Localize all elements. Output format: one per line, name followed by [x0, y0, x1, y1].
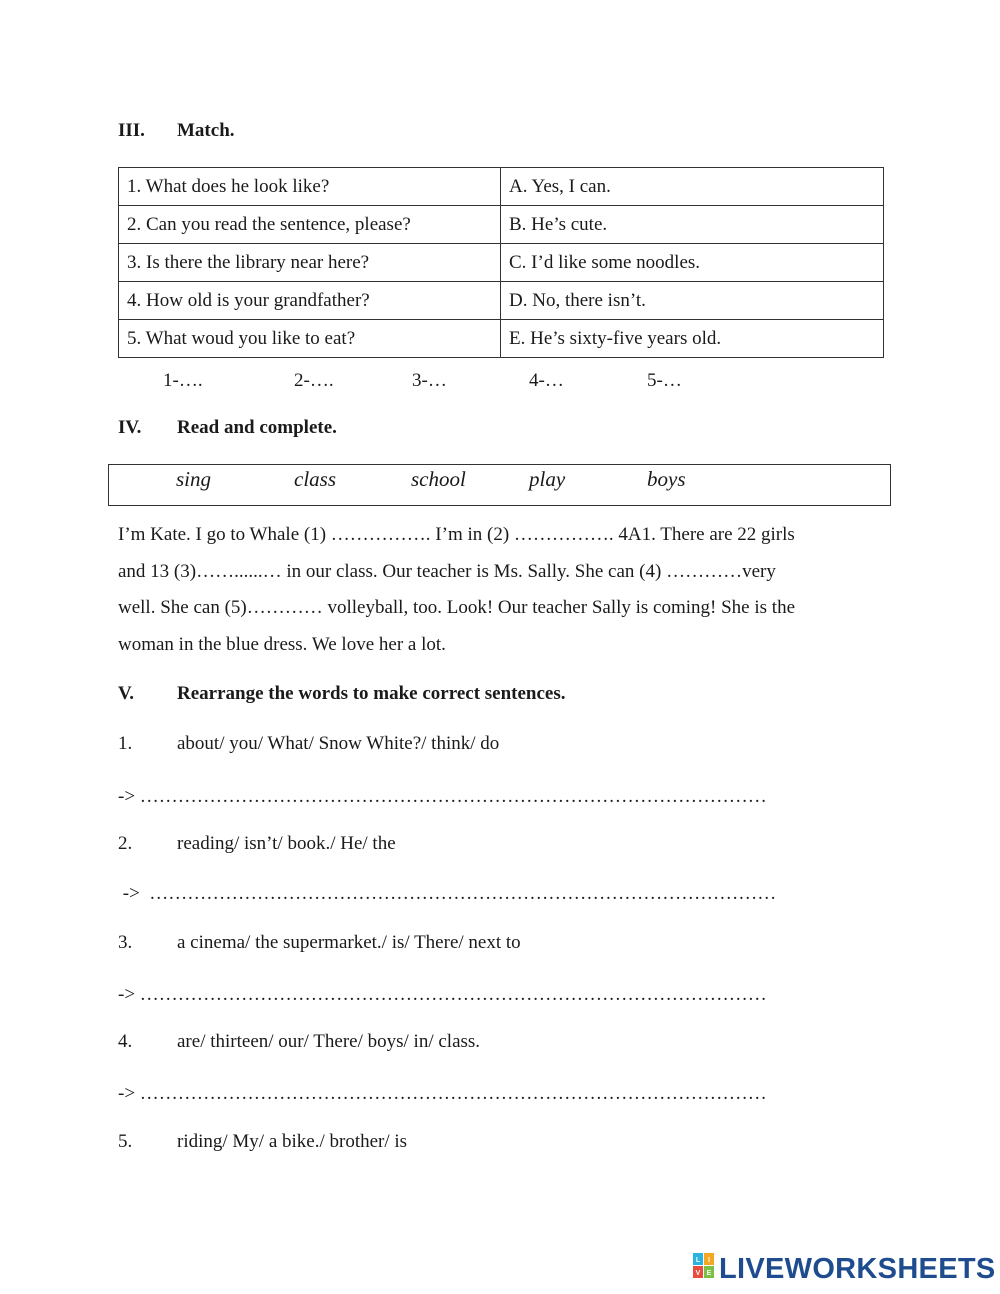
item-number: 4.	[118, 1031, 133, 1052]
item-number: 1.	[118, 733, 133, 754]
scrambled-words: reading/ isn’t/ book./ He/ the	[177, 833, 396, 854]
answer-line[interactable]: -> ………………………………………………………………………………………	[118, 883, 777, 904]
answer-cell: A. Yes, I can.	[501, 168, 884, 206]
paragraph-line: well. She can (5)………… volleyball, too. Look! Our teacher Sally is coming! She is the	[118, 597, 795, 618]
match-blank-3[interactable]: 3-…	[412, 370, 447, 391]
answer-cell: C. I’d like some noodles.	[501, 244, 884, 282]
answer-line[interactable]: -> ………………………………………………………………………………………	[118, 984, 767, 1005]
question-cell: 3. Is there the library near here?	[119, 244, 501, 282]
scrambled-words: riding/ My/ a bike./ brother/ is	[177, 1131, 408, 1152]
question-cell: 4. How old is your grandfather?	[119, 282, 501, 320]
scrambled-words: are/ thirteen/ our/ There/ boys/ in/ class.	[177, 1031, 481, 1052]
paragraph-line: woman in the blue dress. We love her a lot.	[118, 634, 446, 655]
match-blank-5[interactable]: 5-…	[647, 370, 682, 391]
svg-text:L: L	[695, 1257, 701, 1264]
svg-text:V: V	[695, 1270, 701, 1277]
match-blank-4[interactable]: 4-…	[529, 370, 564, 391]
scrambled-words: about/ you/ What/ Snow White?/ think/ do	[177, 733, 500, 754]
question-cell: 5. What woud you like to eat?	[119, 320, 501, 358]
match-blank-2[interactable]: 2-….	[294, 370, 334, 391]
answer-cell: E. He’s sixty-five years old.	[501, 320, 884, 358]
section-5-number: V.	[118, 683, 135, 704]
table-row	[119, 168, 884, 206]
word-bank-item: sing	[176, 467, 212, 491]
scrambled-words: a cinema/ the supermarket./ is/ There/ next to	[177, 932, 521, 953]
table-row	[119, 244, 884, 282]
table-row	[119, 206, 884, 244]
word-bank-item: class	[294, 467, 336, 491]
question-cell: 1. What does he look like?	[119, 168, 501, 206]
word-bank-item: school	[411, 467, 466, 491]
table-row	[119, 320, 884, 358]
section-4-title: Read and complete.	[177, 417, 337, 438]
section-3-title: Match.	[177, 120, 235, 141]
answer-cell: D. No, there isn’t.	[501, 282, 884, 320]
item-number: 5.	[118, 1131, 133, 1152]
section-5-title: Rearrange the words to make correct sentences.	[177, 683, 566, 704]
word-bank-box	[108, 464, 891, 506]
section-4-number: IV.	[118, 417, 142, 438]
item-number: 3.	[118, 932, 133, 953]
answer-cell: B. He’s cute.	[501, 206, 884, 244]
table-row	[119, 282, 884, 320]
liveworksheets-logo-icon	[693, 1253, 715, 1285]
match-table	[118, 167, 884, 358]
section-3-number: III.	[118, 120, 145, 141]
question-cell: 2. Can you read the sentence, please?	[119, 206, 501, 244]
logo-text: LIVEWORKSHEETS	[719, 1252, 996, 1285]
answer-line[interactable]: -> ………………………………………………………………………………………	[118, 1083, 767, 1104]
svg-text:I: I	[708, 1257, 710, 1264]
word-bank-item: boys	[647, 467, 686, 491]
paragraph-line: and 13 (3)……......… in our class. Our teacher is Ms. Sally. She can (4) …………very	[118, 561, 776, 582]
liveworksheets-logo	[693, 1252, 996, 1286]
answer-line[interactable]: -> ………………………………………………………………………………………	[118, 786, 767, 807]
item-number: 2.	[118, 833, 133, 854]
word-bank-item: play	[529, 467, 566, 491]
match-blank-1[interactable]: 1-….	[163, 370, 203, 391]
paragraph-line: I’m Kate. I go to Whale (1) ……………. I’m in (2) ……………. 4A1. There are 22 girls	[118, 524, 795, 545]
svg-text:E: E	[706, 1270, 712, 1277]
